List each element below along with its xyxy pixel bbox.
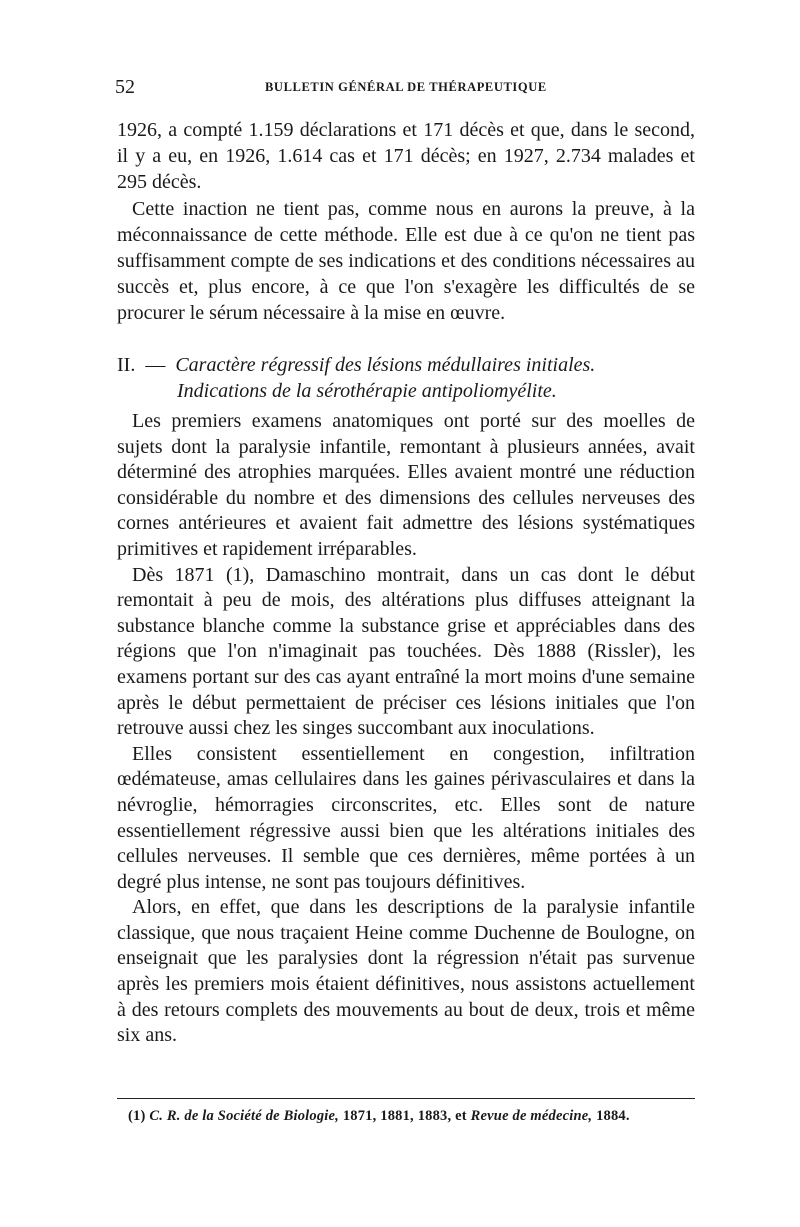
section-dash: — bbox=[145, 354, 166, 376]
section-number: II. bbox=[117, 354, 136, 376]
page-header bbox=[115, 76, 695, 100]
paragraph: 1926, a compté 1.159 déclarations et 171 décès et que, dans le second, il y a eu, en 1926, 1.614 cas et 171 décès; en 1927, 2.734 malades et 295 décès. bbox=[117, 119, 695, 194]
footnote-divider bbox=[117, 1098, 695, 1099]
paragraph: Elles consistent essentiellement en congestion, infiltration œdémateuse, amas cellulaires dans les gaines périvasculaires et dans la névroglie, hémorragies circonscrites, etc. Elles sont de nature essentiellement régressive aussi bien que les altérations initiales des cellules nerveuses. Il semble que ces dernières, même portées à un degré plus intense, ne sont pas toujours définitives. bbox=[117, 742, 695, 893]
paragraph: Les premiers examens anatomiques ont porté sur des moelles de sujets dont la paralysie infantile, remontant à plusieurs années, avait déterminé des atrophies marquées. Elles avaient montré une réduction considérable du nombre et des dimensions des cellules nerveuses des cornes antérieures et avaient fait admettre des lésions systématiques primitives et rapidement irréparables. bbox=[117, 410, 695, 560]
footnote-source: C. R. de la Société de Biologie, bbox=[149, 1108, 339, 1124]
section-title-line1: Caractère régressif des lésions médullaires initiales. bbox=[175, 354, 596, 376]
body-text-top bbox=[117, 117, 695, 327]
paragraph: Cette inaction ne tient pas, comme nous en aurons la preuve, à la méconnaissance de cette méthode. Elle est due à ce qu'on ne tient pas suffisamment compte de ses indications et des conditions nécessaires au succès et, plus encore, à ce que l'on s'exagère les difficultés de se procurer le sérum nécessaire à la mise en œuvre. bbox=[117, 197, 695, 325]
paragraph: Alors, en effet, que dans les descriptions de la paralysie infantile classique, que nous traçaient Heine comme Duchenne de Boulogne, on enseignait que les paralysies dont la régression n'était pas survenue après les premiers mois étaient définitives, nous assistons actuellement à des retours complets des mouvements au bout de deux, trois et même six ans. bbox=[117, 896, 695, 1047]
page-number: 52 bbox=[115, 76, 135, 98]
body-text-main bbox=[117, 409, 695, 1049]
footnote-years: 1871, 1881, 1883, et bbox=[342, 1108, 467, 1124]
footnote-year-end: 1884. bbox=[596, 1108, 630, 1124]
section-heading bbox=[117, 352, 695, 404]
footnote-marker: (1) bbox=[128, 1108, 146, 1124]
footnote bbox=[128, 1108, 688, 1125]
section-title-line2: Indications de la sérothérapie antipoliomyélite. bbox=[177, 380, 557, 403]
paragraph: Dès 1871 (1), Damaschino montrait, dans un cas dont le début remontait à peu de mois, des altérations plus diffuses atteignant la substance blanche comme la substance grise et appréciables dans des régions que l'on n'imaginait pas touchées. Dès 1888 (Rissler), les examens portant sur des cas ayant entraîné la mort moins d'une semaine après le début permettaient de préciser ces lésions initiales que l'on retrouve aussi chez les singes succombant aux inoculations. bbox=[117, 563, 695, 740]
footnote-journal: Revue de médecine, bbox=[470, 1108, 593, 1124]
running-head: BULLETIN GÉNÉRAL DE THÉRAPEUTIQUE bbox=[265, 80, 547, 94]
